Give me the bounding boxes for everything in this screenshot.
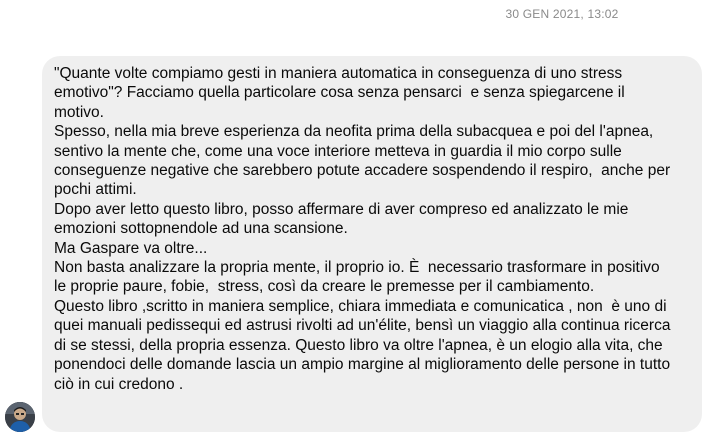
message-line: le proprie paure, fobie, stress, così da creare le premesse per il cambiamento. <box>54 278 595 296</box>
message-line: Spesso, nella mia breve esperienza da neofita prima della subacquea e poi del l'apnea, <box>54 123 654 141</box>
message-line: Dopo aver letto questo libro, posso affermare di aver compreso ed analizzato le mie <box>54 200 629 218</box>
message-line: Questo libro ,scritto in maniera semplice, chiara immediata e comunicatica , non è uno di <box>54 297 667 315</box>
message-timestamp: 30 GEN 2021, 13:02 <box>505 7 619 21</box>
message-line: conseguenze negative che sarebbero potute accadere sospendendo il respiro, anche per <box>54 162 671 180</box>
message-line: Ma Gaspare va oltre... <box>54 239 208 257</box>
message-line: motivo. <box>54 103 104 121</box>
avatar[interactable] <box>5 402 35 432</box>
message-line: pochi attimi. <box>54 181 137 199</box>
message-bubble[interactable] <box>42 56 702 432</box>
message-line: emozioni sottopnendole ad una scansione. <box>54 220 348 238</box>
user-avatar-icon <box>5 402 35 432</box>
message-line: "Quante volte compiamo gesti in maniera automatica in conseguenza di uno stress <box>54 65 623 82</box>
message-line: emotivo"? Facciamo quella particolare cosa senza pensarci e senza spiegarcene il <box>54 84 625 102</box>
message-line: sentivo la mente che, come una voce interiore metteva in guardia il mio corpo sulle <box>54 142 622 160</box>
message-line: di se stessi, della propria essenza. Questo libro va oltre l'apnea, è un elogio alla vita, che <box>54 336 663 354</box>
message-line: Non basta analizzare la propria mente, il proprio io. È necessario trasformare in positivo <box>54 259 660 277</box>
message-line: ponendoci delle domande lascia un ampio margine al miglioramento delle persone in tutto <box>54 356 671 374</box>
message-line: quei manuali pedissequi ed astrusi rivolti ad un'élite, bensì un viaggio alla continua ricerca <box>54 317 671 335</box>
message-line: ciò in cui credono . <box>54 375 184 393</box>
